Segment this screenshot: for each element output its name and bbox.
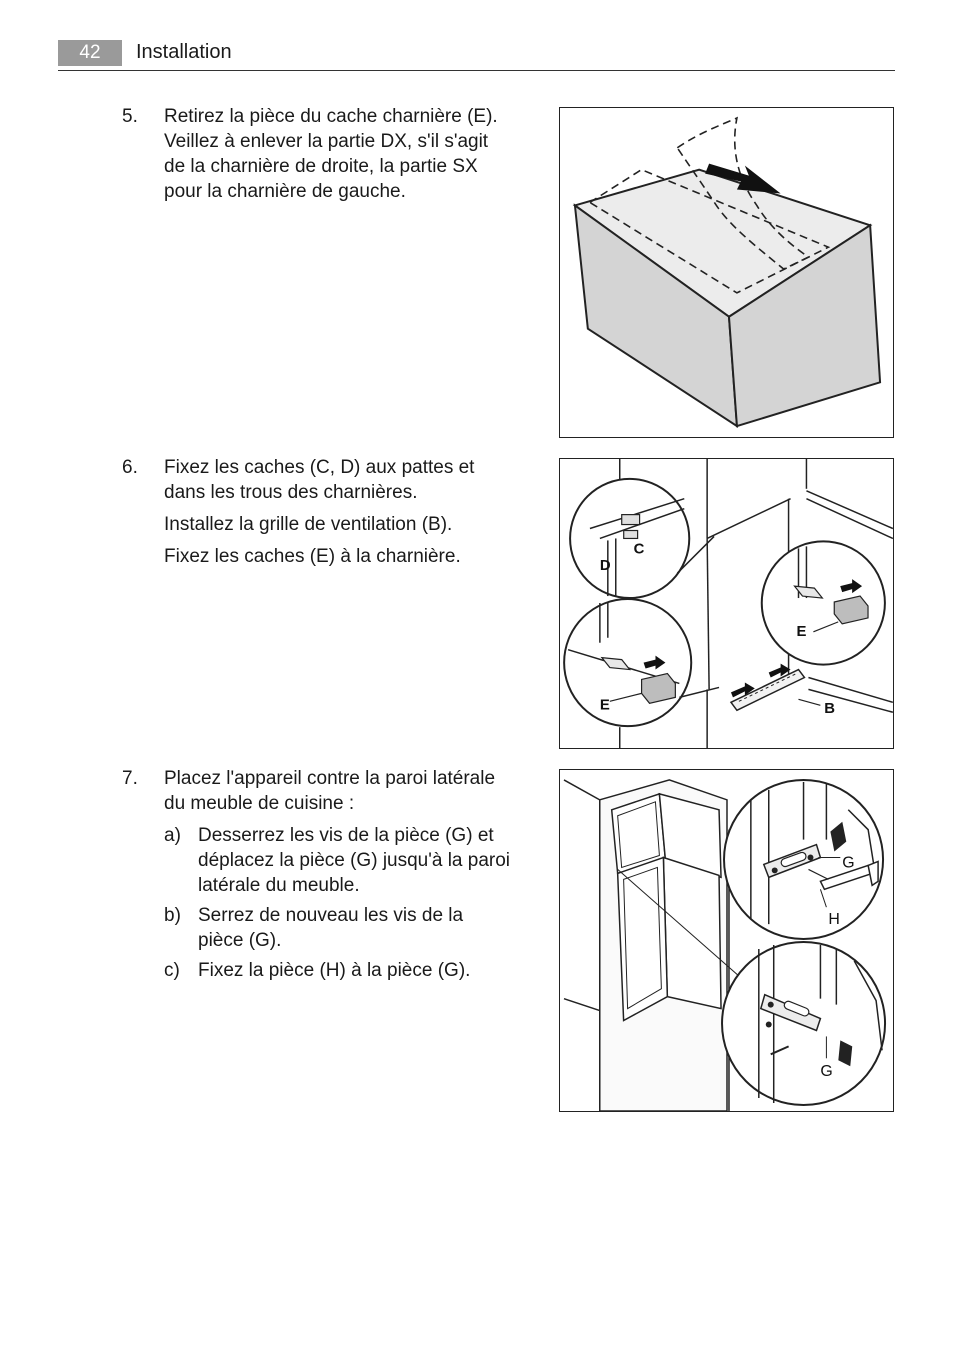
figure-hinge-cover (559, 107, 894, 438)
substep-letter: b) (164, 905, 181, 926)
caches-grille-illustration (560, 459, 893, 748)
header-divider (58, 70, 895, 71)
label-c: C (633, 541, 645, 558)
substep-text: Desserrez les vis de la pièce (G) et déplacez la pièce (G) jusqu'à la paroi latérale du meuble. (198, 825, 511, 896)
substep-text: Fixez la pièce (H) à la pièce (G). (198, 960, 471, 981)
step-intro: Placez l'appareil contre la paroi latérale du meuble de cuisine : (164, 768, 496, 814)
label-e-right: E (796, 623, 807, 640)
step-7 (122, 766, 512, 988)
hinge-cover-illustration (560, 108, 893, 437)
label-b: B (824, 701, 836, 718)
label-h: H (828, 911, 840, 929)
substep-letter: c) (164, 960, 180, 981)
step-paragraph: Fixez les caches (C, D) aux pattes et dans les trous des charnières. (164, 457, 475, 503)
section-title: Installation (136, 41, 232, 63)
step-5 (122, 104, 512, 211)
label-g-upper: G (842, 854, 855, 872)
label-e-left: E (599, 697, 610, 714)
label-d: D (599, 558, 611, 575)
figure-side-wall-mount (559, 769, 894, 1112)
substep-letter: a) (164, 825, 181, 846)
substep-text: Serrez de nouveau les vis de la pièce (G). (198, 905, 464, 951)
step-text: Retirez la pièce du cache charnière (E). Veillez à enlever la partie DX, s'il s'agit de la charnière de droite, la partie SX pour la charnière de gauche. (164, 106, 498, 202)
label-g-lower: G (820, 1063, 833, 1081)
substep-a (164, 823, 512, 898)
step-6 (122, 455, 512, 576)
substep-b (164, 903, 512, 953)
step-number: 5. (122, 106, 138, 127)
page-number: 42 (58, 40, 122, 66)
figure-caches-grille (559, 458, 894, 749)
step-number: 6. (122, 457, 138, 478)
step-number: 7. (122, 768, 138, 789)
step-paragraph: Installez la grille de ventilation (B). (164, 514, 453, 535)
substep-c (164, 958, 512, 983)
side-wall-mount-illustration (560, 770, 893, 1111)
step-paragraph: Fixez les caches (E) à la charnière. (164, 546, 461, 567)
